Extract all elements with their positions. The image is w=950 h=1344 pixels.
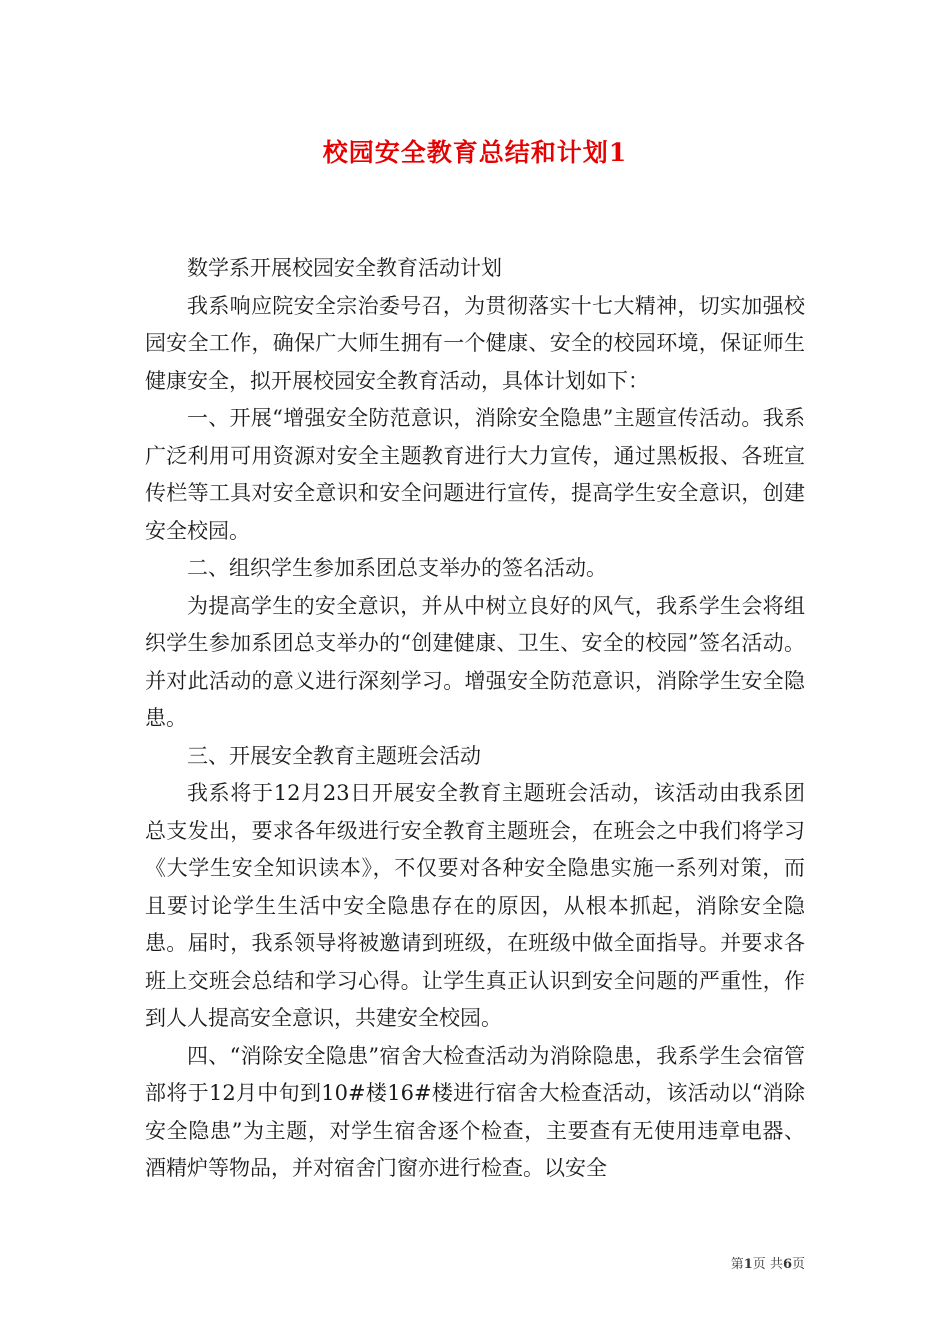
paragraph-item-3-body: 我系将于12月23日开展安全教育主题班会活动，该活动由我系团总支发出，要求各年级进行安全教育主题班会，在班会之中我们将学习《大学生安全知识读本》，不仅要对各种安全隐患实施一系列对策，而且要讨论学生生活中安全隐患存在的原因，从根本抓起，消除安全隐患。届时，我系领导将被邀请到班级，在班级中做全面指导。并要求各班上交班会总结和学习心得。让学生真正认识到安全问题的严重性，作到人人提高安全意识，共建安全校园。 [145, 781, 805, 1030]
footer-prefix: 第 [730, 1257, 744, 1272]
paragraph-item-1: 一、开展“增强安全防范意识，消除安全隐患”主题宣传活动。我系广泛利用可用资源对安全主题教育进行大力宣传，通过黑板报、各班宣传栏等工具对安全意识和安全问题进行宣传，提高学生安全意识，创建安全校园。 [145, 406, 805, 543]
document-title: 校园安全教育总结和计划1 [322, 138, 628, 167]
paragraph-item-4: 四、“消除安全隐患”宿舍大检查活动为消除隐患，我系学生会宿管部将于12月中旬到10#楼16#楼进行宿舍大检查活动，该活动以“消除安全隐患”为主题，对学生宿舍逐个检查，主要查有无使用违章电器、酒精炉等物品，并对宿舍门窗亦进行检查。以安全 [145, 1043, 805, 1180]
footer-middle: 页 共 [752, 1257, 783, 1272]
paragraph-item-2-heading: 二、组织学生参加系团总支举办的签名活动。 [187, 556, 607, 580]
paragraph-item-2-body: 为提高学生的安全意识，并从中树立良好的风气，我系学生会将组织学生参加系团总支举办的“创建健康、卫生、安全的校园”签名活动。并对此活动的意义进行深刻学习。增强安全防范意识，消除学生安全隐患。 [145, 593, 805, 730]
page-number-footer [731, 1253, 805, 1272]
current-page-number: 1 [743, 1257, 753, 1272]
total-pages-number: 6 [782, 1257, 792, 1272]
footer-suffix: 页 [791, 1257, 805, 1272]
paragraph-subtitle: 数学系开展校园安全教育活动计划 [187, 256, 502, 280]
paragraph-item-3-heading: 三、开展安全教育主题班会活动 [187, 743, 481, 768]
paragraph-intro: 我系响应院安全宗治委号召，为贯彻落实十七大精神，切实加强校园安全工作，确保广大师生拥有一个健康、安全的校园环境，保证师生健康安全，拟开展校园安全教育活动，具体计划如下： [145, 293, 805, 393]
document-body [145, 250, 805, 1188]
